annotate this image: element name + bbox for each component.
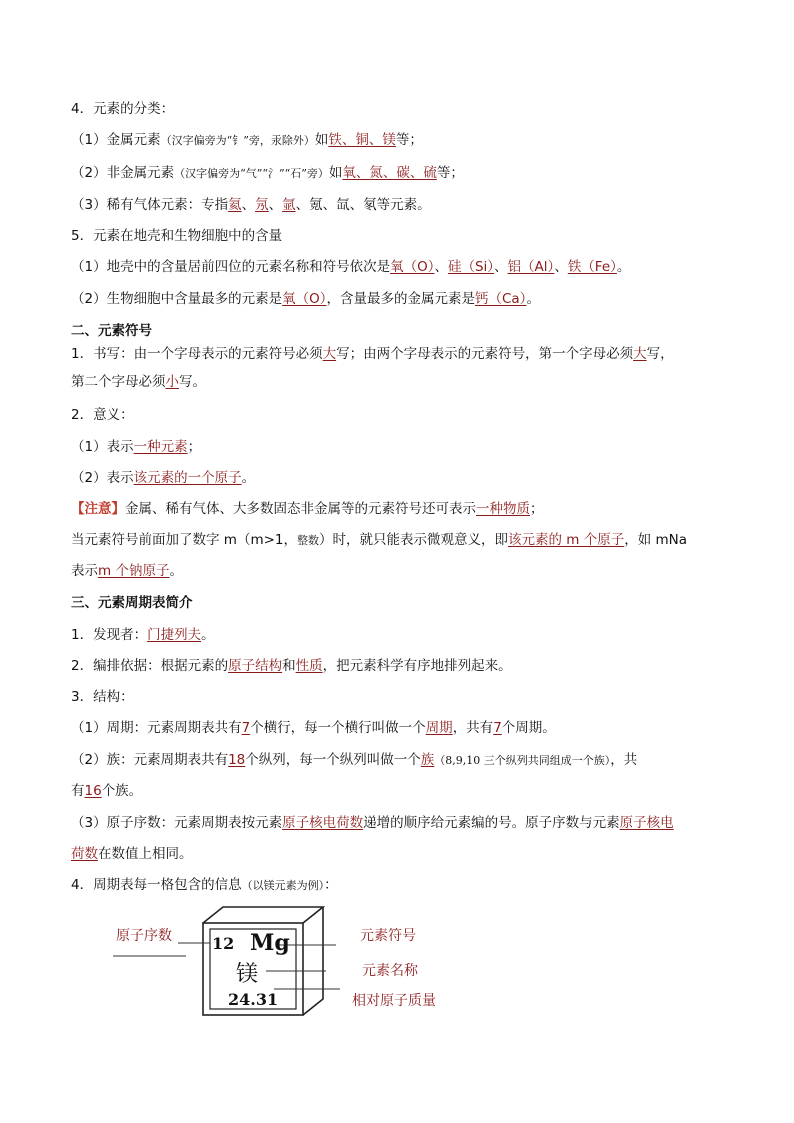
atomic-number: 12	[212, 934, 235, 953]
answer-blank: 大	[322, 346, 337, 362]
period-line: （1）周期：元素周期表共有7个横行，每一个横行叫做一个周期，共有7个周期。	[71, 720, 556, 736]
discoverer-line: 1．发现者：门捷列夫。	[71, 627, 215, 643]
noble-gas-line: （3）稀有气体元素：专指氦、氖、氩、氪、氙、氡等元素。	[71, 197, 431, 213]
element-symbol-label: 元素符号	[360, 928, 416, 944]
answer-blank: 铁、铜、镁	[328, 132, 396, 148]
answer-blank: 性质	[295, 658, 323, 674]
answer-blank: 氦	[228, 197, 242, 213]
atomic-number-label: 原子序数	[116, 928, 172, 944]
meaning-2-line: （2）表示该元素的一个原子。	[71, 470, 256, 486]
group-line: （2）族：元素周期表共有18个纵列，每一个纵列叫做一个族（8,9,10 三个纵列共同组成一个族），共	[71, 752, 638, 768]
answer-blank: 18	[228, 752, 246, 768]
earth-crust-line: （1）地壳中的含量居前四位的元素名称和符号依次是氧（O）、硅（Si）、铝（Al）、铁（Fe）。	[71, 259, 631, 275]
answer-blank: 7	[493, 720, 502, 736]
cell-info-heading: 4．周期表每一格包含的信息（以镁元素为例）：	[71, 877, 338, 893]
element-name-label: 元素名称	[362, 963, 418, 979]
answer-blank: 氧、氮、碳、硫	[342, 165, 437, 181]
section-5-heading: 5．元素在地壳和生物细胞中的含量	[71, 228, 283, 244]
note-line: 【注意】金属、稀有气体、大多数固态非金属等的元素符号还可表示一种物质；	[71, 501, 544, 517]
answer-blank: 该元素的 m 个原子	[508, 532, 625, 548]
answer-blank: 周期	[425, 720, 453, 736]
metal-elements-line: （1）金属元素（汉字偏旁为“钅”旁，汞除外）如铁、铜、镁等；	[71, 132, 423, 148]
answer-blank: 7	[241, 720, 251, 736]
number-prefix-line: 当元素符号前面加了数字 m（m>1，整数）时，就只能表示微观意义，即该元素的 m 个原子，如 mNa	[71, 532, 688, 548]
atomic-number-line: （3）原子序数：元素周期表按元素原子核电荷数递增的顺序给元素编的号。原子序数与元素原子核电	[71, 815, 674, 831]
answer-blank: 钙（Ca）	[474, 291, 527, 307]
answer-blank: 氖	[255, 197, 269, 213]
answer-blank: 荷数	[71, 846, 98, 862]
structure-heading: 3．结构：	[71, 689, 134, 705]
number-prefix-line-2: 表示m 个钠原子。	[71, 563, 183, 579]
answer-blank: 16	[84, 783, 102, 799]
answer-blank: 一种物质	[476, 501, 530, 517]
periodic-cell-figure	[108, 905, 458, 1025]
answer-blank: 氧（O）	[390, 259, 435, 275]
answer-blank: 氩	[282, 197, 296, 213]
writing-rule-line-2: 第二个字母必须小写。	[71, 374, 206, 390]
section-3-title: 三、元素周期表简介	[71, 595, 193, 611]
element-name: 镁	[236, 962, 259, 987]
answer-blank: 一种元素	[133, 439, 188, 455]
answer-blank: 氧（O）	[282, 291, 327, 307]
answer-blank: 族	[420, 752, 435, 768]
meaning-1-line: （1）表示一种元素；	[71, 439, 202, 455]
answer-blank: 硅（Si）	[447, 259, 495, 275]
answer-blank: 原子核电荷数	[282, 815, 364, 831]
cell-content-line: （2）生物细胞中含量最多的元素是氧（O），含量最多的金属元素是钙（Ca）。	[71, 291, 540, 307]
answer-blank: 大	[633, 346, 647, 362]
answer-blank: 原子结构	[228, 658, 283, 674]
meaning-heading: 2．意义：	[71, 407, 134, 423]
note-tag: 【注意】	[71, 501, 125, 517]
answer-blank: m 个钠原子	[98, 563, 170, 579]
atomic-mass-label: 相对原子质量	[352, 993, 436, 1009]
section-4-heading: 4．元素的分类：	[71, 101, 175, 117]
answer-blank: 原子核电	[619, 815, 674, 831]
answer-blank: 铁（Fe）	[567, 259, 617, 275]
writing-rule-line: 1．书写：由一个字母表示的元素符号必须大写；由两个字母表示的元素符号，第一个字母必须大写，	[71, 346, 674, 362]
atomic-mass: 24.31	[228, 990, 279, 1009]
group-line-2: 有16个族。	[71, 783, 143, 799]
answer-blank: 小	[165, 374, 179, 390]
arrangement-basis-line: 2．编排依据：根据元素的原子结构和性质，把元素科学有序地排列起来。	[71, 658, 512, 674]
answer-blank: 该元素的一个原子	[133, 470, 242, 486]
answer-blank: 门捷列夫	[147, 627, 202, 643]
atomic-number-line-2: 荷数在数值上相同。	[71, 846, 193, 862]
nonmetal-elements-line: （2）非金属元素（汉字偏旁为“气”“氵”“石”旁）如氧、氮、碳、硫等；	[71, 165, 464, 181]
answer-blank: 铝（Al）	[507, 259, 555, 275]
section-2-title: 二、元素符号	[71, 323, 152, 339]
element-symbol: Mg	[250, 930, 290, 956]
